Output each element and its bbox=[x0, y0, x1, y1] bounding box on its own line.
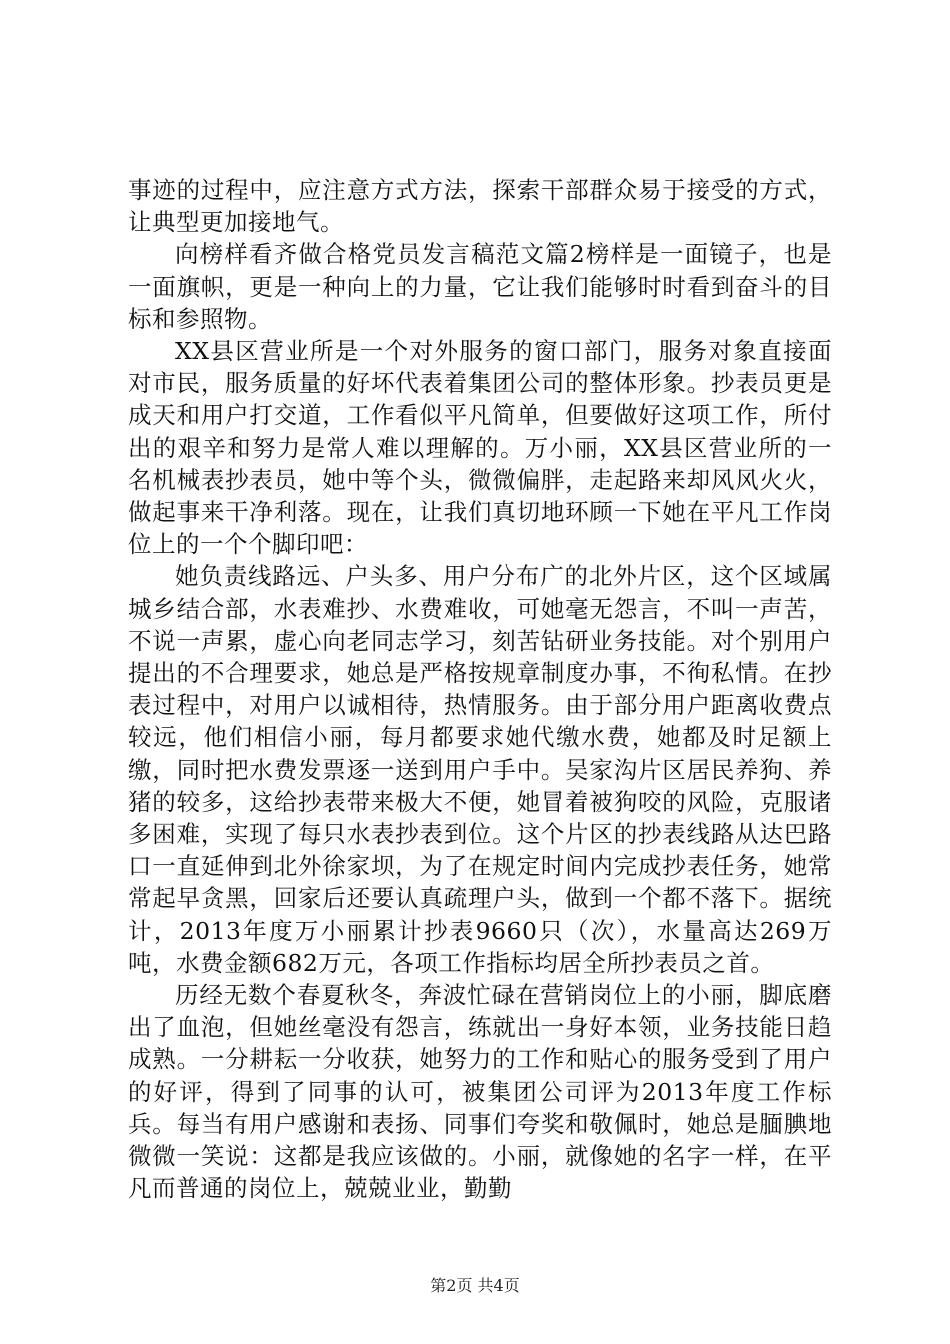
paragraph: XX县区营业所是一个对外服务的窗口部门，服务对象直接面对市民，服务质量的好坏代表着集团公司的整体形象。抄表员更是成天和用户打交道，工作看似平凡简单，但要做好这项工作，所付出的艰辛和努力是常人难以理解的。万小丽，XX县区营业所的一名机械表抄表员，她中等个头，微微偏胖，走起路来却风风火火，做起事来干净利落。现在，让我们真切地环顾一下她在平凡工作岗位上的一个个脚印吧： bbox=[128, 337, 832, 559]
document-body bbox=[128, 174, 832, 1205]
paragraph: 她负责线路远、户头多、用户分布广的北外片区，这个区域属城乡结合部，水表难抄、水费难收，可她毫无怨言，不叫一声苦，不说一声累，虚心向老同志学习，刻苦钻研业务技能。对个别用户提出的不合理要求，她总是严格按规章制度办事，不徇私情。在抄表过程中，对用户以诚相待，热情服务。由于部分用户距离收费点较远，他们相信小丽，每月都要求她代缴水费，她都及时足额上缴，同时把水费发票逐一送到用户手中。吴家沟片区居民养狗、养猪的较多，这给抄表带来极大不便，她冒着被狗咬的风险，克服诸多困难，实现了每只水表抄表到位。这个片区的抄表线路从达巴路口一直延伸到北外徐家坝，为了在规定时间内完成抄表任务，她常常起早贪黑，回家后还要认真疏理户头，做到一个都不落下。据统计，2013年度万小丽累计抄表9660只（次），水量高达269万吨，水费金额682万元，各项工作指标均居全所抄表员之首。 bbox=[128, 562, 832, 977]
paragraph: 向榜样看齐做合格党员发言稿范文篇2榜样是一面镜子，也是一面旗帜，更是一种向上的力量，它让我们能够时时看到奋斗的目标和参照物。 bbox=[128, 240, 832, 333]
paragraph-continuation: 事迹的过程中，应注意方式方法，探索干部群众易于接受的方式，让典型更加接地气。 bbox=[128, 176, 832, 237]
page-footer: 第2页 共4页 bbox=[430, 1276, 520, 1295]
paragraph: 历经无数个春夏秋冬，奔波忙碌在营销岗位上的小丽，脚底磨出了血泡，但她丝毫没有怨言，练就出一身好本领，业务技能日趋成熟。一分耕耘一分收获，她努力的工作和贴心的服务受到了用户的好评，得到了同事的认可，被集团公司评为2013年度工作标兵。每当有用户感谢和表扬、同事们夸奖和敬佩时，她总是腼腆地微微一笑说：这都是我应该做的。小丽，就像她的名字一样，在平凡而普通的岗位上，兢兢业业，勤勤 bbox=[128, 981, 832, 1203]
